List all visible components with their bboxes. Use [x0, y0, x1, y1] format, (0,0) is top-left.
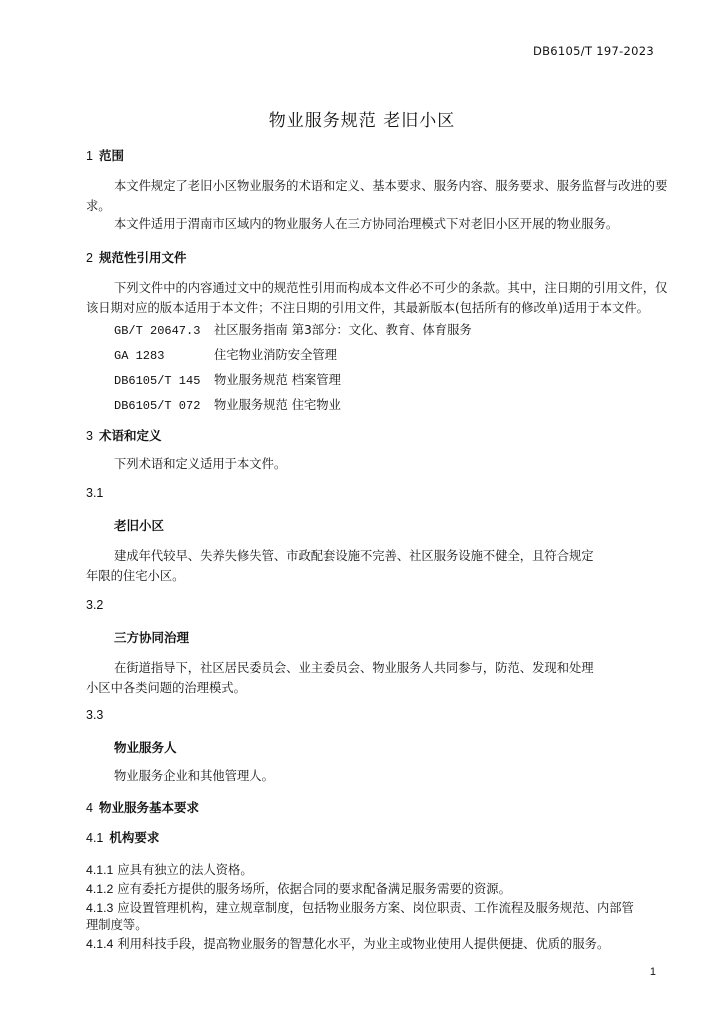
- section-number: 2: [86, 251, 93, 265]
- reference-code: DB6105/T 072: [114, 399, 201, 413]
- subsection-heading: [86, 828, 159, 846]
- term-number: 3.1: [86, 486, 104, 500]
- reference-item: [114, 370, 341, 388]
- clause: [86, 934, 609, 952]
- section-title: 术语和定义: [98, 428, 162, 443]
- clause-text: 应有委托方提供的服务场所，依据合同的要求配备满足服务需要的资源。: [117, 882, 511, 896]
- clause-number: 4.1.2: [86, 882, 114, 896]
- section-title: 范围: [98, 148, 124, 163]
- text-line: 在街道指导下，社区居民委员会、业主委员会、物业服务人共同参与，防范、发现和处理: [114, 661, 594, 675]
- text-line: 下列文件中的内容通过文中的规范性引用而构成本文件必不可少的条款。其中，注日期的引用文件，仅: [114, 281, 668, 295]
- text-line: 建成年代较早、失养失修失管、市政配套设施不完善、社区服务设施不健全，且符合规定: [114, 549, 594, 563]
- term-number: 3.3: [86, 708, 104, 722]
- clause-number: 4.1.3: [86, 901, 114, 915]
- section-number: 1: [86, 149, 93, 163]
- subsection-number: 4.1: [86, 831, 104, 845]
- section-title: 物业服务基本要求: [98, 800, 199, 815]
- reference-item: [114, 395, 341, 413]
- term-number: 3.2: [86, 598, 104, 612]
- clause-continuation: [86, 915, 148, 933]
- text-line: 该日期对应的版本适用于本文件；不注日期的引用文件，其最新版本(包括所有的修改单)适用于本文件。: [86, 301, 649, 315]
- term-name: 老旧小区: [114, 518, 165, 533]
- clause-number: 4.1.1: [86, 863, 114, 877]
- subsection-title: 机构要求: [109, 830, 160, 845]
- section-2-paragraph: [86, 278, 668, 318]
- section-3-heading: [86, 426, 161, 444]
- section-2-heading: [86, 248, 186, 266]
- section-number: 4: [86, 801, 93, 815]
- term-definition: [86, 546, 658, 586]
- reference-title: 物业服务规范 档案管理: [214, 373, 341, 387]
- reference-item: [114, 345, 337, 363]
- reference-code: GB/T 20647.3: [114, 324, 201, 338]
- term-definition: [86, 658, 658, 698]
- clause: [86, 879, 511, 897]
- page-number: 1: [649, 966, 656, 978]
- section-3-intro: [86, 454, 658, 474]
- clause-text: 应设置管理机构，建立规章制度，包括物业服务方案、岗位职责、工作流程及服务规范、内部管: [117, 901, 634, 915]
- text-line: 物业服务企业和其他管理人。: [114, 769, 274, 783]
- clause: [86, 860, 253, 878]
- section-title: 规范性引用文件: [98, 250, 187, 265]
- term-name: 三方协同治理: [114, 630, 190, 645]
- section-number: 3: [86, 429, 93, 443]
- document-title: 物业服务规范 老旧小区: [268, 111, 456, 131]
- text-line: 本文件规定了老旧小区物业服务的术语和定义、基本要求、服务内容、服务要求、服务监督与改进的要: [114, 179, 668, 193]
- term-definition: [86, 766, 658, 786]
- reference-title: 物业服务规范 住宅物业: [214, 398, 341, 412]
- section-4-heading: [86, 798, 199, 816]
- reference-title: 住宅物业消防安全管理: [214, 348, 337, 362]
- clause-text: 利用科技手段，提高物业服务的智慧化水平，为业主或物业使用人提供便捷、优质的服务。: [117, 937, 610, 951]
- section-1-paragraph-1: [86, 176, 668, 216]
- text-line: 下列术语和定义适用于本文件。: [114, 457, 287, 471]
- section-1-heading: [86, 146, 124, 164]
- reference-title: 社区服务指南 第3部分：文化、教育、体育服务: [214, 323, 472, 337]
- clause-text: 应具有独立的法人资格。: [117, 863, 253, 877]
- reference-code: DB6105/T 145: [114, 374, 201, 388]
- section-1-paragraph-2: [86, 214, 658, 234]
- text-line: 年限的住宅小区。: [86, 569, 185, 583]
- text-line: 小区中各类问题的治理模式。: [86, 681, 246, 695]
- reference-item: [114, 320, 472, 338]
- clause-text: 理制度等。: [86, 918, 148, 932]
- clause-number: 4.1.4: [86, 937, 114, 951]
- clause: [86, 898, 634, 916]
- reference-code: GA 1283: [114, 349, 165, 363]
- text-line: 本文件适用于渭南市区域内的物业服务人在三方协同治理模式下对老旧小区开展的物业服务。: [114, 217, 619, 231]
- text-line: 求。: [86, 199, 111, 213]
- term-name: 物业服务人: [114, 740, 177, 755]
- standard-code: DB6105/T 197-2023: [532, 44, 654, 58]
